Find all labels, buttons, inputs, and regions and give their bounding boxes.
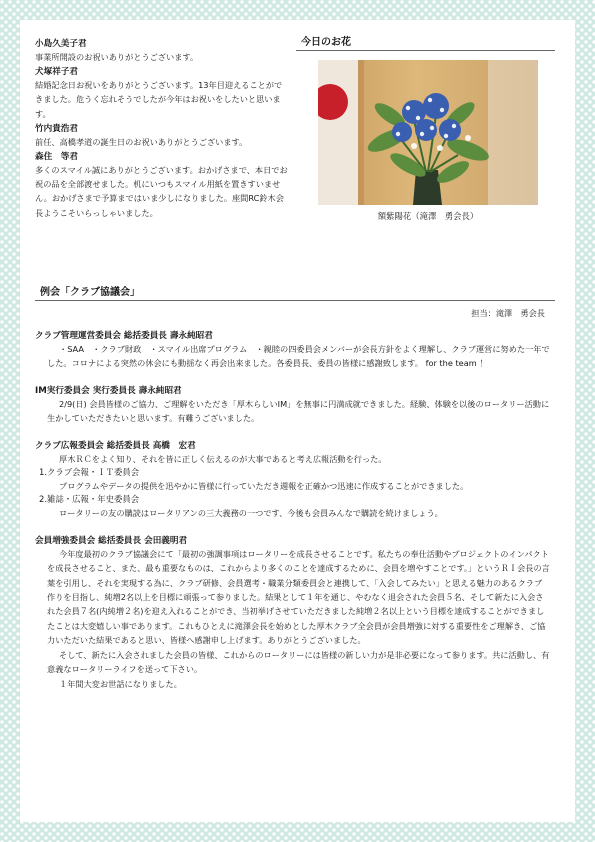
smile-messages	[35, 36, 290, 220]
member-name: 竹内貴浩君	[35, 123, 78, 134]
hydrangea-image	[318, 60, 538, 205]
message-3	[35, 152, 290, 220]
message-0	[35, 39, 290, 64]
committee-title: IM実行委員会 実行委員長 壽永純昭君	[35, 385, 182, 396]
committee-text: 今年度最初のクラブ協議会にて「最初の強調事項はロータリーを成長させることです。私たちの奉仕活動やプロジェクトのインパクトを成長させること、また、最も重要なものは、これからより多くのことを達成するために、会員を増やすことです。」というＲＩ会長の言葉を引用し、それを実現する為に、クラブ研修、会員選考・職業分類委員会と連携して、「入会してみたい」と思える魅力のあるクラブ作りを目指し、純増2名以上を目標に頑張って参りました。結果として１年を通じ、やむなく退会された会員５名、そして新たに入会された会員７名(内純増２名)を迎え入れることができ、当初挙げさせていただきました純増２名以上という目標を達成することができましたことは大変嬉しい事であります。これもひとえに滝澤会長を始めとした厚木クラブ全会員が会員増強に対する重要性をご理解き、ご協力いただいた結果であると思い、皆様へ感謝申し上げます。ありがとうございました。	[47, 548, 550, 646]
committee-text: そして、新たに入会されました会員の皆様、これからのロータリーには皆様の新しい力が是非必要になって参ります。共に活動し、有意義なロータリーライフを送って下さい。	[47, 649, 550, 675]
committee-report	[35, 330, 550, 371]
committee-text: ・SAA ・クラブ財政 ・スマイル出席プログラム ・親睦の四委員会メンバーが会長方針をよく理解し、クラブ運営に努めた一年でした。コロナによる突然の休会にも動揺なく再会出来ました。各委員長、委員の皆様に感謝致します。 for the team ！	[47, 344, 550, 369]
member-name: 犬塚祥子君	[35, 67, 78, 78]
message-1	[35, 67, 290, 121]
committee-text: 厚木ＲＣをよく知り、それを皆に正しく伝えるのが大事であると考え広報活動を行った。	[59, 453, 387, 464]
subcommittee-heading: 2.雑誌・広報・年史委員会	[39, 494, 140, 505]
committee-title: クラブ広報委員会 総括委員長 高橋 宏君	[35, 440, 196, 451]
subcommittee-text: プログラムやデータの提供を迅やかに皆様に行っていただき週報を正確かつ迅速に作成することができました。	[59, 481, 469, 492]
committee-report	[35, 385, 550, 426]
flower-photo	[318, 60, 538, 205]
message-2	[35, 124, 290, 149]
message-text: 結婚記念日お祝いをありがとうございます。13年目迎えることができました。危うく忘れそうでしたが今年はお祝いをしたいと思います。	[35, 80, 283, 119]
message-text: 前任、高橋孝道の誕生日のお祝いありがとうございます。	[35, 136, 248, 147]
member-name: 森住 等君	[35, 152, 78, 163]
committee-text: 2/9(日) 会員皆様のご協力、ご理解をいただき「厚木らしいIM」を無事に円満成就できました。経験、体験を以後のロータリー活動に生かしていただきたいと思います。有難うございました。	[47, 398, 550, 424]
committee-reports	[35, 330, 550, 691]
committee-title: 会員増強委員会 総括委員長 会田義明君	[35, 535, 188, 546]
committee-report	[35, 535, 550, 691]
message-text: 多くのスマイル誠にありがとうございます。おかげさまで、本日でお祝の品を全部渡せました。机にいつもスマイル用紙を置きすいません。おかげさまで予算まではいま少しになりました。座間RC鈴木会長ようこそいらっしゃいました。	[35, 165, 288, 218]
subcommittee-heading: 1.クラブ会報・ＩＴ委員会	[39, 467, 140, 478]
flower-heading: 今日のお花	[296, 36, 555, 51]
committee-title: クラブ管理運営委員会 総括委員長 壽永純昭君	[35, 331, 213, 341]
message-text: 事業所開設のお祝いありがとうございます。	[35, 52, 199, 62]
meeting-heading: 例会「クラブ協議会」	[35, 286, 555, 301]
committee-report	[35, 440, 550, 521]
committee-text: １年間大変お世話になりました。	[59, 678, 182, 689]
page	[20, 20, 575, 822]
meeting-author: 担当：滝澤 勇会長	[471, 308, 545, 318]
subcommittee-text: ロータリーの友の購読はロータリアンの三大義務の一つです、今後も会員みんなで購読を続けましょう。	[59, 508, 443, 519]
member-name: 小島久美子君	[35, 39, 87, 49]
flower-caption: 額紫陽花（滝澤 勇会長）	[377, 211, 479, 221]
